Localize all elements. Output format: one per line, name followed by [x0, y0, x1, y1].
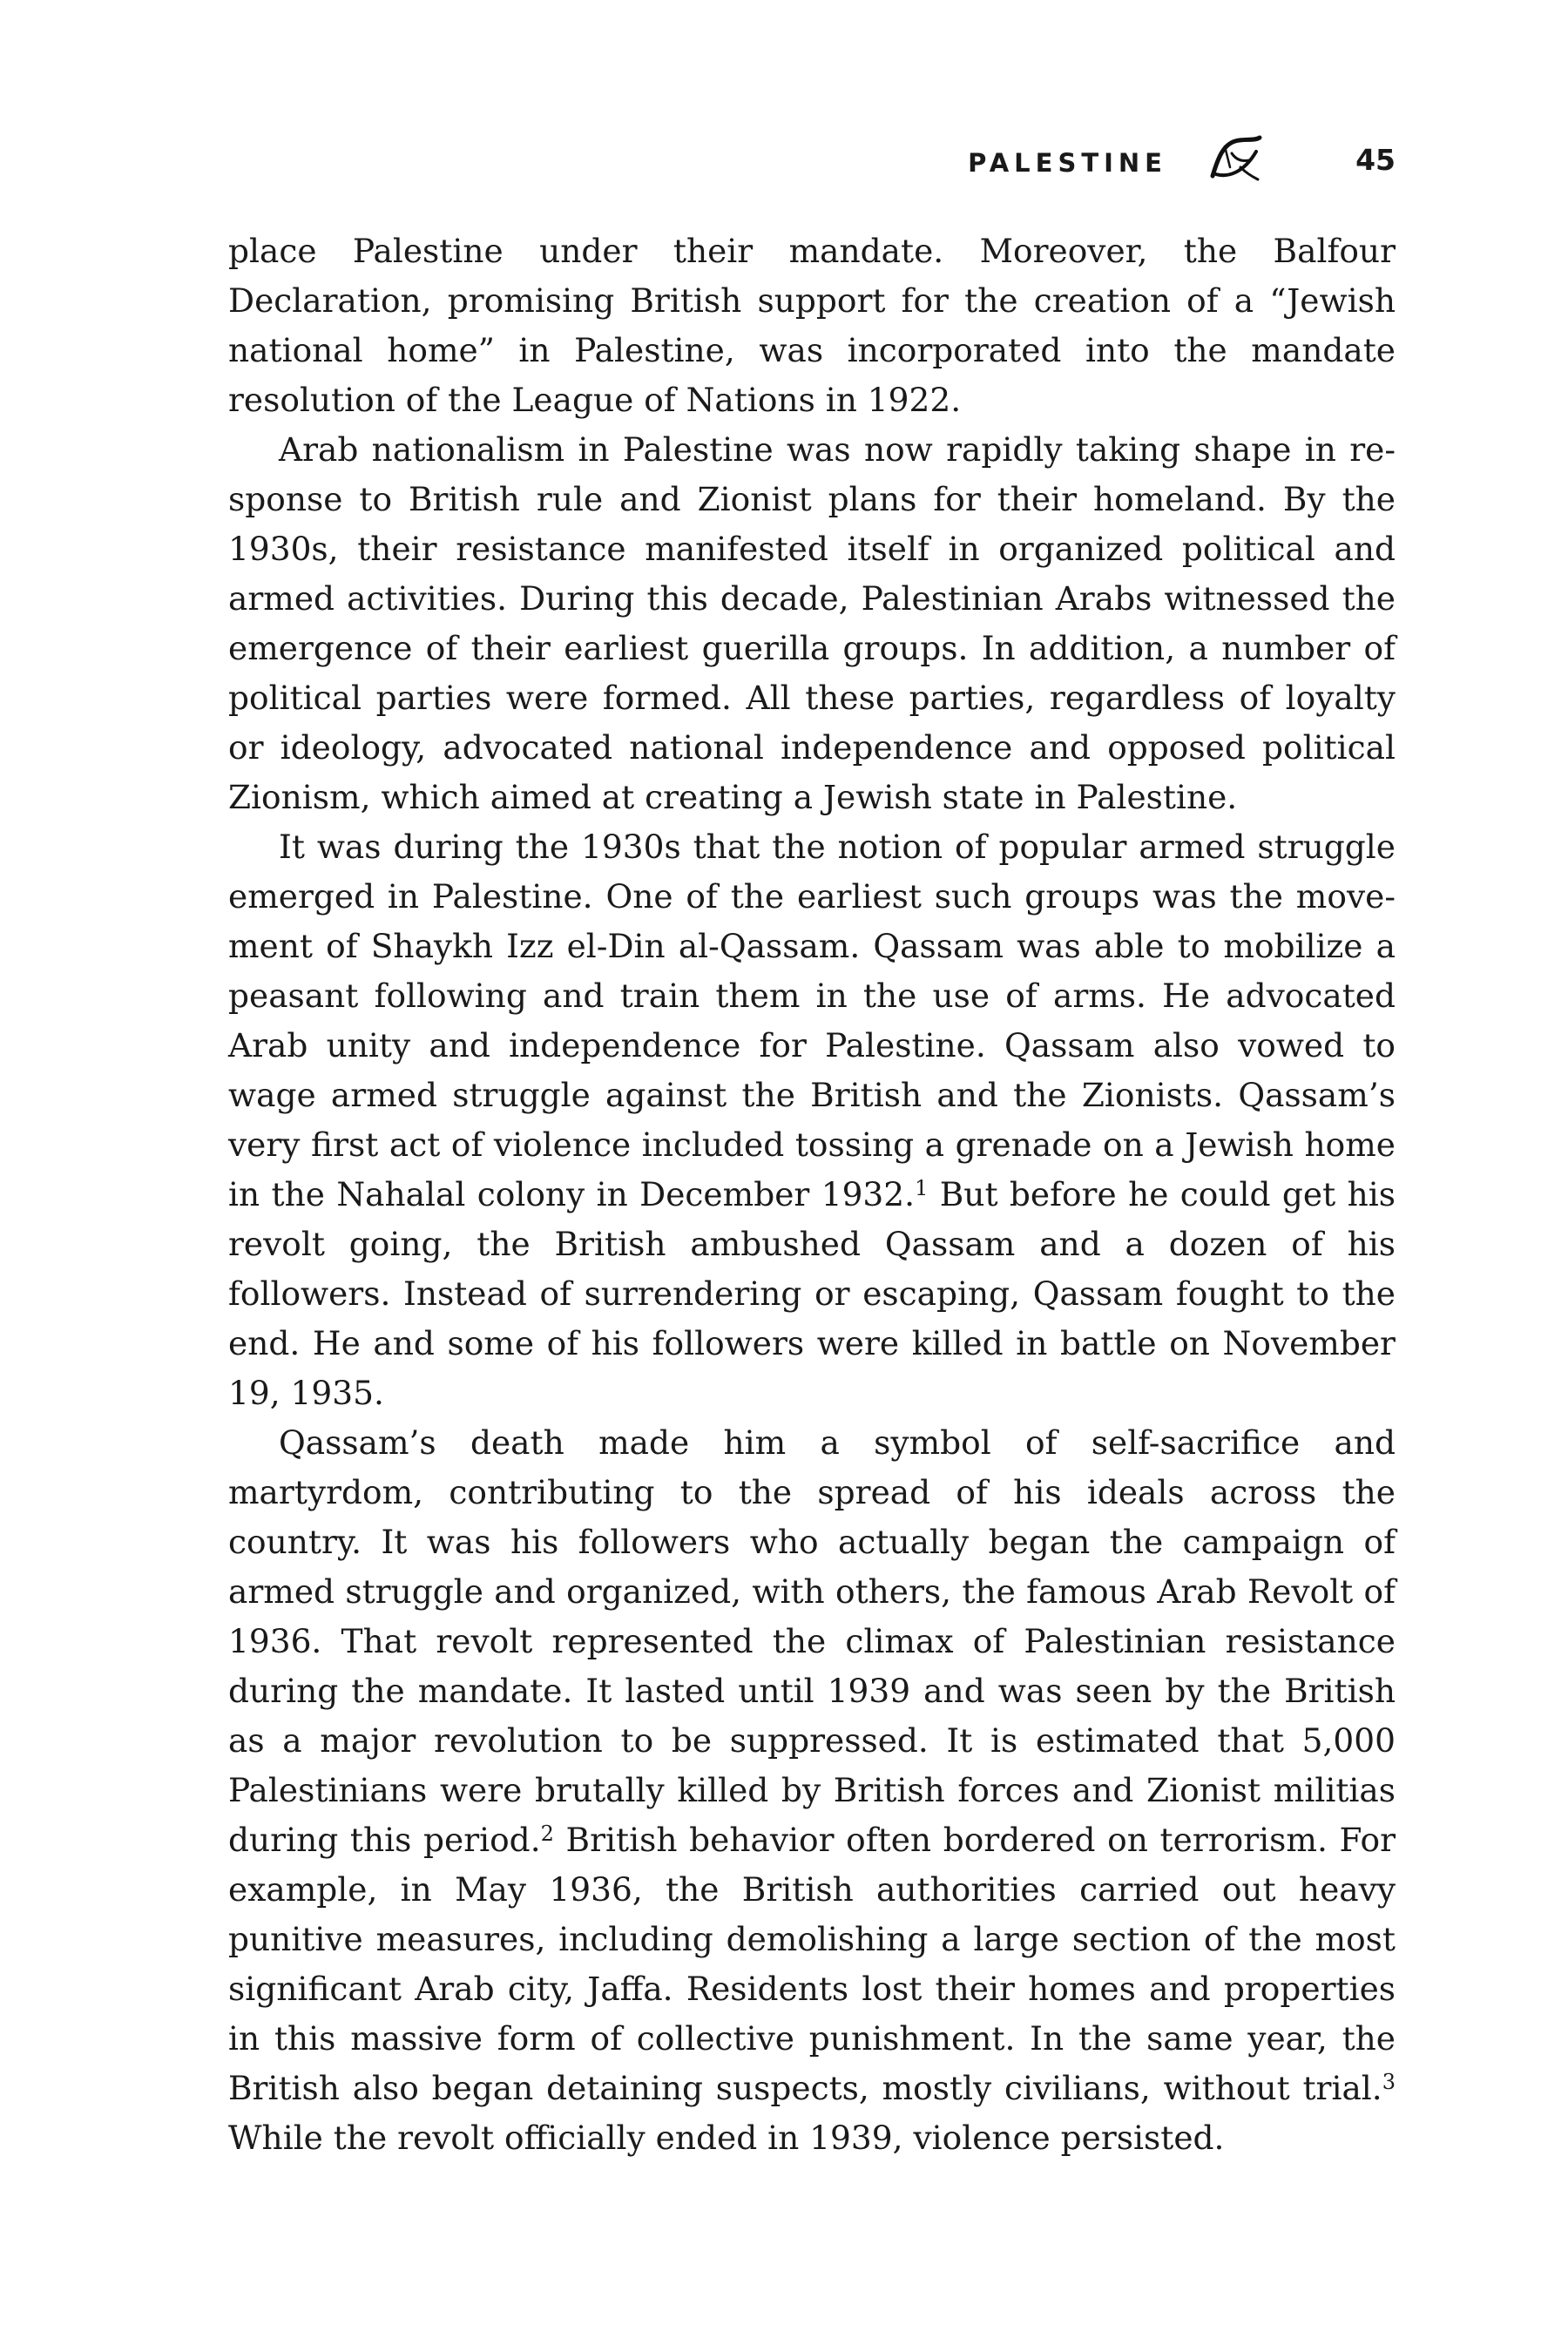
paragraph-text: While the revolt officially ended in 1939, violence persisted.: [228, 2119, 1225, 2157]
paragraph-text: It was during the 1930s that the notion of popular armed struggle emerged in Palestine. One of the earliest such groups was the movement of Shaykh Izz el-Din al-Qassam. Qassam was able to mobilize a peasant following and train them in the use of arms. He advocated Arab unity and independence for Palestine. Qassam also vowed to wage armed struggle against the British and the Zionists. Qassam’s very first act of violence included tossing a grenade on a Jewish home in the Nahalal colony in December 1932.: [228, 828, 1396, 1213]
body-text: [228, 226, 1396, 2163]
footnote-marker: 2: [540, 1821, 554, 1846]
page-number: 45: [1355, 143, 1396, 177]
footnote-marker: 1: [915, 1176, 929, 1200]
paragraph: [228, 1418, 1396, 2163]
paragraph: [228, 822, 1396, 1418]
paragraph-text: place Palestine under their mandate. Moreover, the Balfour Declaration, promising British support for the creation of a “Jewish national home” in Palestine, was incorporated into the mandate resolution of the League of Nations in 1922.: [228, 232, 1396, 419]
paragraph-text: Qassam’s death made him a symbol of self-sacrifice and martyrdom, contributing to the spread of his ideals across the country. It was his followers who actually began the campaign of armed struggle and organized, with others, the famous Arab Revolt of 1936. That revolt represented the climax of Palestinian resistance during the mandate. It lasted until 1939 and was seen by the British as a major revolution to be suppressed. It is estimated that 5,000 Palestinians were brutally killed by British forces and Zionist militias during this period.: [228, 1423, 1396, 1859]
footnote-marker: 3: [1382, 2070, 1396, 2094]
section-title: PALESTINE: [968, 148, 1167, 178]
paragraph: [228, 425, 1396, 822]
calligraphic-ornament-icon: [1206, 132, 1267, 185]
running-head: [228, 139, 1396, 188]
paragraph-text: But before he could get his revolt going, the British ambushed Qassam and a dozen of his followers. Instead of surrendering or escaping, Qassam fought to the end. He and some of his followers were killed in battle on November 19, 1935.: [228, 1175, 1396, 1412]
paragraph: [228, 226, 1396, 425]
paragraph-text: British behavior often bordered on terrorism. For example, in May 1936, the British authorities carried out heavy punitive measures, including demolishing a large section of the most significant Arab city, Jaffa. Residents lost their homes and properties in this massive form of collective punishment. In the same year, the British also began detaining suspects, mostly civilians, without trial.: [228, 1821, 1396, 2107]
paragraph-text: Arab nationalism in Palestine was now rapidly taking shape in response to British rule and Zionist plans for their homeland. By the 1930s, their resistance manifested itself in organized political and armed activities. During this decade, Palestinian Arabs witnessed the emergence of their earliest guerilla groups. In addition, a number of political parties were formed. All these parties, regardless of loyalty or ideology, advocated national independence and opposed political Zionism, which aimed at creating a Jewish state in Palestine.: [228, 430, 1396, 816]
